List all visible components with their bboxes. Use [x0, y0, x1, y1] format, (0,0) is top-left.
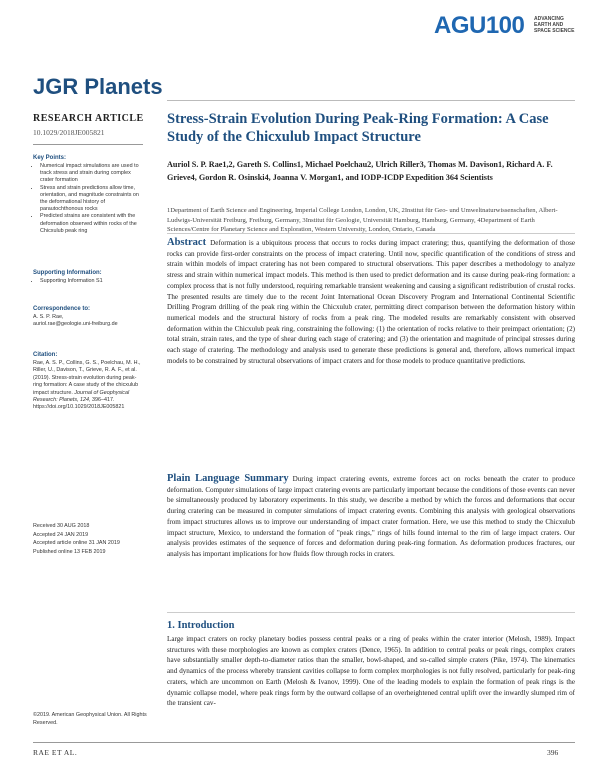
agu-logo-tagline: ADVANCING EARTH AND SPACE SCIENCE	[534, 16, 575, 34]
citation-journal: Journal of Geophysical Research: Planets,	[33, 389, 130, 404]
correspondence-name: A. S. P. Rae,	[33, 314, 64, 320]
date-accepted-online: Accepted article online 31 JAN 2019	[33, 540, 120, 547]
article-doi: 10.1029/2018JE005821	[33, 128, 105, 137]
introduction-text: Large impact craters on rocky planetary bodies possess central peaks or a ring of peaks within the crater interior (Melosh, 1989). Impact structures with these morphologies are known as complex craters (Dence, 1965). In addition to central peaks or peak rings, complex craters have substantially smaller depth-to-diameter ratios than the smaller, bowl-shaped, and so-called simple craters (Pike, 1974). The kinematics and dynamics of the process whereby transient cavities collapse to form complex morphologies is not fully resolved, particularly for peak-ring craters, which are uncommon on Earth (Melosh & Ivanov, 1999). One of the leading models to explain the formation of peak rings is the dynamic collapse model, where peak rings form by the outward collapse of an overheightened central uplift over the inwardly slumped rim of the transient cav-	[167, 635, 575, 708]
author-list: Auriol S. P. Rae1,2, Gareth S. Collins1, Michael Poelchau2, Ulrich Riller3, Thomas M. Davison1, Richard A. F. Grieve4, Gordon R. Osinski4, Joanna V. Morgan1, and IODP-ICDP Expedition 364 Scientists	[167, 160, 553, 182]
introduction-heading: 1. Introduction	[167, 620, 235, 631]
affiliations: 1Department of Earth Science and Engineering, Imperial College London, London, UK, 2Institut für Geo- und Umweltnaturwissenschaften, Albert-Ludwigs-Universität Freiburg, Freiburg, Germany, 3Institut für Geologie, Universität Hamburg, Hamburg, Germany, 4Department of Earth Sciences/Centre for Planetary Science and Exploration, Western University, London, Ontario, Canada	[167, 207, 558, 234]
date-received: Received 30 AUG 2018	[33, 523, 90, 529]
date-accepted: Accepted 24 JAN 2019	[33, 531, 89, 538]
citation-text	[33, 360, 145, 412]
pls-text: During impact cratering events, extreme forces act on rocks beneath the crater to produce deformation. Computer simulations of large impact cratering events are particularly important because the conditions of those events can never be simultaneously produced by laboratory experiments. In this study, we describe a method by which the forces and deformations that occur during cratering can be measured in computer simulations of impact cratering events. Combining this analysis with geological observations from impact structures allows us to improve our understanding of impact crater formation. Here, we use this method to study the Chicxulub impact structure, Mexico, to understand the formation of "peak rings," rings of hills found internal to the rim of large impact craters. Our analysis provides estimates of the sequence of forces and deformation during peak-ring formation. As deformation produces fractures, our analysis has important implications for how fluids flow through rocks in craters.	[167, 475, 575, 558]
article-type: RESEARCH ARTICLE	[33, 113, 144, 124]
agu100-logo	[434, 12, 574, 44]
title-divider	[167, 100, 575, 101]
citation-body: Rae, A. S. P., Collins, G. S., Poelchau, M. H., Riller, U., Davison, T., Grieve, R. A. F., et al. (2019). Stress-strain evolution during peak-ring formation: A case study of the chicxulub impact structure.	[33, 360, 141, 396]
abstract-label: Abstract	[167, 237, 207, 248]
key-points-section	[33, 155, 145, 235]
citation-heading: Citation:	[33, 352, 58, 358]
pls-label: Plain Language Summary	[167, 473, 289, 484]
citation-volume: 124	[80, 397, 90, 404]
page-number: 396	[547, 748, 559, 757]
supporting-info-section	[33, 270, 145, 285]
key-point-item: • Numerical impact simulations are used to track stress and strain during complex crater formation	[40, 163, 145, 185]
key-point-item: • Stress and strain predictions allow time, orientation, and magnitude constraints on the deformational history of parautochthonous rocks	[40, 185, 145, 214]
footer-divider	[33, 742, 575, 743]
abstract-divider	[167, 233, 575, 234]
paper-title: Stress-Strain Evolution During Peak-Ring Formation: A Case Study of the Chicxulub Impact Structure	[167, 111, 549, 145]
copyright-notice: ©2019. American Geophysical Union. All Rights Reserved.	[33, 712, 147, 726]
supporting-info-heading: Supporting Information:	[33, 270, 102, 276]
sidebar-divider	[33, 144, 143, 145]
correspondence-heading: Correspondence to:	[33, 306, 91, 312]
supporting-info-link[interactable]: • Supporting Information S1	[40, 278, 145, 285]
abstract-text: Deformation is a ubiquitous process that occurs to rocks during impact cratering; thus, quantifying the deformation of those rocks can provide first-order constraints on the process of impact cratering. Until now, specific quantification of the conditions of stress and strain within models of impact cratering has not been compared to structural observations. This paper describes a methodology to analyze stress and strain within numerical impact models. This method is then used to predict deformation and its cause during peak-ring formation: a complex process that is not fully understood, requiring remarkable transient weakening and causing a significant redistribution of crustal rocks. The presented results are timely due to the recent Joint International Ocean Discovery Program and International Continental Scientific Drilling Program drilling of the peak ring within the Chicxulub crater, permitting direct comparison between the deformation history within numerical models and the structural history of rocks from a peak ring. The modeled results are remarkably consistent with observed deformation within the Chicxulub peak ring, constraining the following: (1) the orientation of rocks relative to their preimpact orientation; (2) total strain, strain rates, and the type of shear during each stage of cratering; and (3) the orientation and magnitude of principal stresses during each stage of cratering. The methodology and analysis used to generate these predictions is general and, therefore, allows numerical impact models to be constrained by structural observations of impact craters and for those models to produce quantitative predictions.	[167, 239, 575, 365]
publication-dates	[33, 522, 120, 556]
footer-authors: RAE ET AL.	[33, 748, 78, 757]
key-points-heading: Key Points:	[33, 155, 67, 161]
citation-pages[interactable]: , 396–417. https://doi.org/10.1029/2018JE005821	[33, 397, 125, 411]
agu-logo-text: AGU100	[434, 12, 525, 39]
plain-language-summary-section	[167, 474, 575, 560]
correspondence-section	[33, 306, 151, 329]
key-point-item: • Predicted strains are consistent with the deformation observed within rocks of the Chicxulub peak ring	[40, 213, 145, 235]
intro-divider	[167, 612, 575, 613]
date-published: Published online 13 FEB 2019	[33, 548, 106, 555]
journal-name: JGR Planets	[33, 74, 163, 99]
citation-section	[33, 352, 145, 412]
abstract-section	[167, 238, 575, 366]
correspondence-email[interactable]: auriol.rae@geologie.uni-freiburg.de	[33, 321, 118, 328]
